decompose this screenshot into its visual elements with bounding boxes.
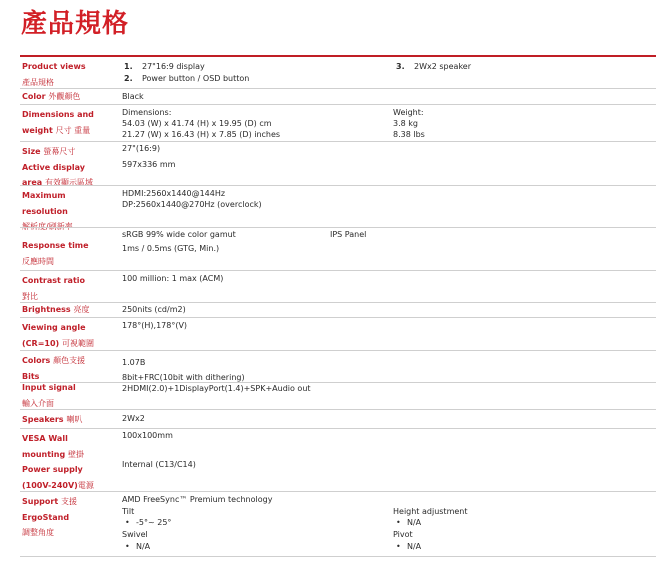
label-zh: 解析度/刷新率	[22, 222, 73, 231]
label-en: Color	[22, 92, 46, 101]
label-zh: 顏色支援	[53, 356, 86, 365]
swivel-na: N/A	[136, 542, 151, 551]
spec-row-product-views	[20, 55, 656, 88]
spec-label	[22, 238, 118, 269]
bullet: •	[396, 518, 401, 527]
bullet: •	[125, 518, 130, 527]
tilt-title: Tilt	[122, 507, 135, 516]
label-zh: 輸入介面	[22, 398, 54, 408]
viewing-value: 178°(H),178°(V)	[122, 321, 188, 330]
spec-row-brightness	[20, 302, 656, 317]
label-en: VESA Wall	[22, 434, 68, 443]
label-zh: 喇叭	[66, 415, 83, 424]
spec-label	[22, 431, 118, 493]
item-text: 2Wx2 speaker	[414, 62, 471, 71]
label-en: Size	[22, 147, 41, 156]
spec-row-resolution	[20, 185, 656, 231]
label-en: (100V-240V)	[22, 480, 78, 490]
pivot-value	[393, 541, 421, 553]
label-zh: 亮度	[73, 305, 90, 314]
item-text: 27"16:9 display	[142, 62, 205, 71]
weight-lbs: 8.38 lbs	[393, 130, 425, 139]
label-en: (CR=10)	[22, 338, 60, 348]
product-view-item-1	[124, 61, 205, 73]
resolution-dp: DP:2560x1440@270Hz (overclock)	[122, 200, 262, 209]
label-zh: 有效顯示區域	[44, 178, 93, 187]
vesa-value: 100x100mm	[122, 431, 173, 440]
contrast-value: 100 million: 1 max (ACM)	[122, 274, 224, 283]
spec-label	[22, 494, 118, 541]
resolution-hdmi: HDMI:2560x1440@144Hz	[122, 189, 226, 198]
spec-label	[22, 273, 118, 304]
label-zh: 尺寸 重量	[55, 125, 91, 135]
label-zh: 調整角度	[22, 528, 54, 537]
spec-row-contrast	[20, 270, 656, 302]
spec-row-vesa-power	[20, 428, 656, 491]
page-title: 產品規格	[21, 9, 130, 39]
size-value: 27"(16:9)	[122, 144, 161, 153]
label-zh: 產品規格	[22, 77, 54, 87]
bullet: •	[125, 542, 130, 551]
spec-label	[22, 380, 118, 411]
color-gamut: sRGB 99% wide color gamut	[122, 230, 236, 239]
label-en: area	[22, 178, 43, 187]
label-en: resolution	[22, 206, 68, 216]
colors-value: 1.07B	[122, 358, 146, 367]
spec-label	[22, 302, 118, 318]
item-number: 1.	[124, 62, 133, 71]
label-zh: 螢幕尺寸	[43, 147, 76, 156]
weight-title: Weight:	[393, 108, 424, 117]
label-en: weight	[22, 125, 53, 135]
swivel-title: Swivel	[122, 530, 148, 539]
support-value: AMD FreeSync™ Premium technology	[122, 495, 273, 504]
label-zh: 電源	[77, 480, 94, 490]
panel-type: IPS Panel	[330, 230, 367, 239]
active-area-value: 597x336 mm	[122, 160, 176, 169]
swivel-value	[122, 541, 150, 553]
bits-value: 8bit+FRC(10bit with dithering)	[122, 373, 245, 382]
power-value: Internal (C13/C14)	[122, 460, 196, 469]
label-zh: 支援	[60, 497, 77, 506]
spec-row-input	[20, 382, 656, 409]
label-en: Active display	[22, 162, 85, 172]
label-en: Speakers	[22, 415, 64, 424]
dimensions-cm: 54.03 (W) x 41.74 (H) x 19.95 (D) cm	[122, 119, 272, 128]
spec-row-viewing	[20, 317, 656, 350]
height-title: Height adjustment	[393, 507, 468, 516]
dimensions-inches: 21.27 (W) x 16.43 (H) x 7.85 (D) inches	[122, 130, 281, 139]
response-value: 1ms / 0.5ms (GTG, Min.)	[122, 244, 220, 253]
height-value	[393, 517, 421, 529]
spec-label	[22, 59, 118, 90]
weight-kg: 3.8 kg	[393, 119, 418, 128]
spec-row-size	[20, 141, 656, 185]
item-number: 2.	[124, 74, 133, 83]
label-zh: 壁掛	[68, 449, 85, 459]
label-en: Dimensions and	[22, 110, 94, 119]
spec-label	[22, 89, 118, 105]
spec-label	[22, 107, 118, 138]
label-zh: 外觀顏色	[48, 92, 81, 101]
spec-row-support	[20, 491, 656, 557]
product-view-item-3	[396, 61, 471, 73]
label-en: Bits	[22, 371, 40, 381]
label-en: Brightness	[22, 305, 71, 314]
item-number: 3.	[396, 62, 405, 71]
spec-row-color	[20, 88, 656, 104]
dimensions-title: Dimensions:	[122, 108, 172, 117]
label-en: Input signal	[22, 383, 76, 392]
input-value: 2HDMI(2.0)+1DisplayPort(1.4)+SPK+Audio out	[122, 384, 311, 393]
label-en: Response time	[22, 241, 89, 250]
spec-row-speakers	[20, 409, 656, 428]
spec-row-colors	[20, 350, 656, 382]
label-en: Power supply	[22, 465, 83, 474]
label-en: Contrast ratio	[22, 276, 86, 285]
spec-row-dimensions	[20, 104, 656, 141]
product-view-item-2	[124, 73, 249, 85]
color-value: Black	[122, 92, 144, 101]
label-en: mounting	[22, 449, 66, 459]
label-en: Colors	[22, 356, 51, 365]
label-en: ErgoStand	[22, 512, 70, 522]
tilt-value	[122, 517, 171, 529]
spec-label	[22, 320, 118, 351]
spec-label	[22, 412, 118, 428]
bullet: •	[396, 542, 401, 551]
brightness-value: 250nits (cd/m2)	[122, 305, 186, 314]
tilt-range: -5°~ 25°	[136, 518, 172, 527]
label-en: Product views	[22, 62, 86, 71]
label-en: Maximum	[22, 191, 66, 200]
spec-label	[22, 144, 118, 191]
label-en: Support	[22, 497, 59, 506]
pivot-title: Pivot	[393, 530, 413, 539]
label-zh: 反應時間	[22, 256, 54, 266]
spec-table	[20, 55, 656, 557]
label-zh: 可視範圍	[61, 338, 94, 348]
label-zh: 對比	[22, 291, 38, 301]
spec-row-response	[20, 227, 656, 270]
item-text: Power button / OSD button	[142, 74, 250, 83]
speakers-value: 2Wx2	[122, 414, 145, 423]
label-en: Viewing angle	[22, 323, 86, 332]
pivot-na: N/A	[407, 542, 422, 551]
height-na: N/A	[407, 518, 422, 527]
